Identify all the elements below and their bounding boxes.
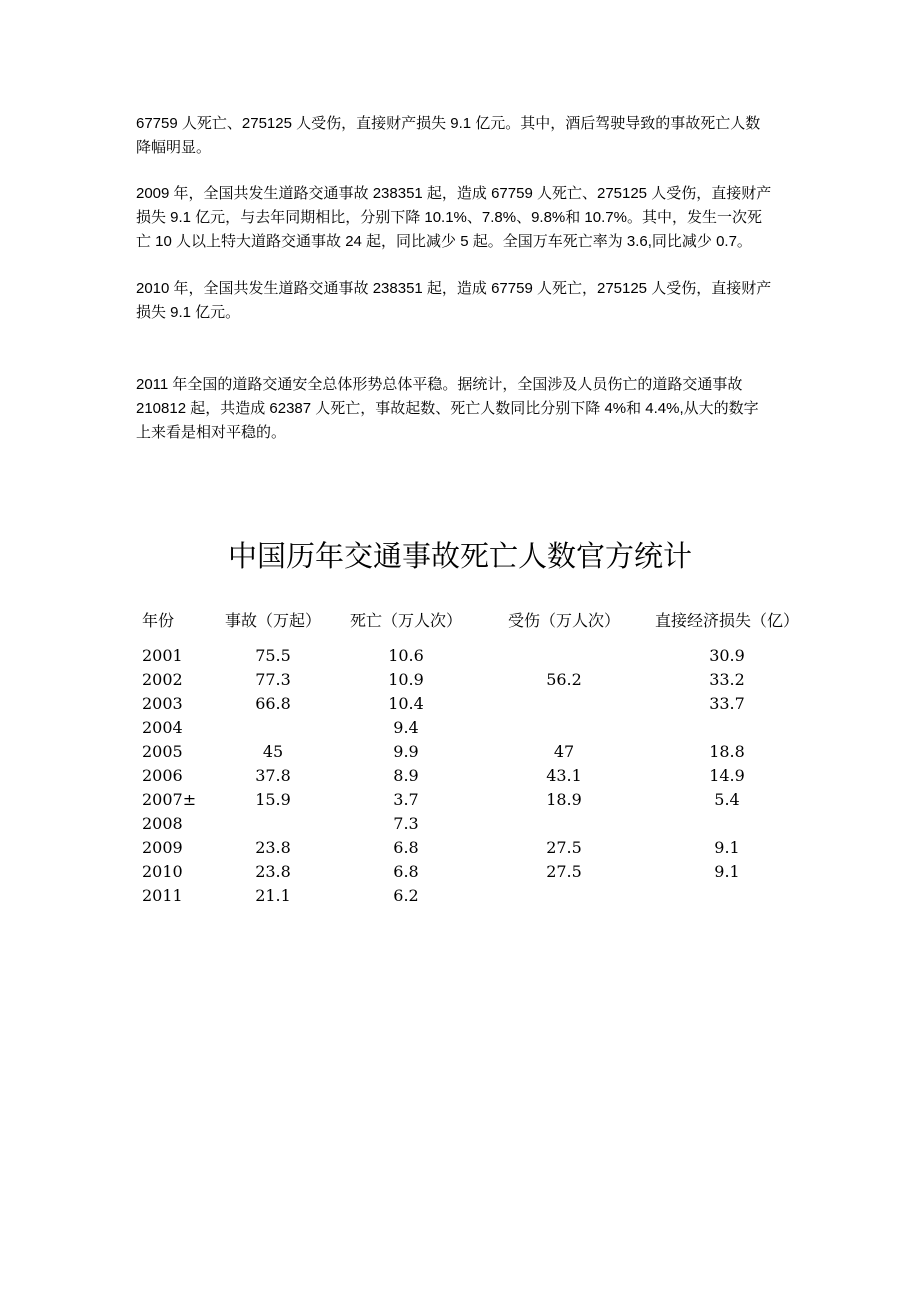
table-header-row xyxy=(136,598,802,644)
cell-injuries xyxy=(476,644,652,668)
paragraph-line: 损失 9.1 亿元。 xyxy=(136,304,241,321)
paragraph-line: 2010 年，全国共发生道路交通事故 238351 起，造成 67759 人死亡，275125 人受伤，直接财产 xyxy=(136,280,772,297)
paragraph-line: 2009 年，全国共发生道路交通事故 238351 起，造成 67759 人死亡、275125 人受伤，直接财产 xyxy=(136,185,772,202)
paragraph-line: 损失 9.1 亿元，与去年同期相比，分别下降 10.1%、7.8%、9.8%和 10.7%。其中，发生一次死 xyxy=(136,209,762,226)
cell-deaths: 9.9 xyxy=(393,742,419,761)
cell-injuries: 27.5 xyxy=(546,862,582,881)
cell-year: 2007± xyxy=(142,790,197,809)
table-row xyxy=(136,644,802,668)
cell-deaths: 10.4 xyxy=(388,694,424,713)
cell-year: 2003 xyxy=(142,694,183,713)
cell-year: 2005 xyxy=(142,742,183,761)
cell-economic-loss: 5.4 xyxy=(714,790,740,809)
cell-accidents: 37.8 xyxy=(255,766,291,785)
cell-year: 2006 xyxy=(142,766,183,785)
cell-deaths: 9.4 xyxy=(393,718,419,737)
cell-year: 2011 xyxy=(142,886,183,905)
cell-year: 2002 xyxy=(142,670,183,689)
cell-economic-loss: 9.1 xyxy=(714,862,740,881)
table-row xyxy=(136,836,802,860)
cell-deaths: 10.9 xyxy=(388,670,424,689)
cell-deaths: 6.8 xyxy=(393,862,419,881)
cell-year: 2010 xyxy=(142,862,183,881)
cell-injuries xyxy=(476,812,652,836)
paragraph-line: 降幅明显。 xyxy=(136,139,212,156)
cell-year: 2004 xyxy=(142,718,183,737)
cell-accidents: 15.9 xyxy=(255,790,291,809)
paragraph-2008-summary xyxy=(136,112,796,160)
cell-accidents: 66.8 xyxy=(255,694,291,713)
header-year: 年份 xyxy=(142,611,175,630)
table-title: 中国历年交通事故死亡人数官方统计 xyxy=(227,539,692,573)
paragraph-2011-summary xyxy=(136,373,796,445)
cell-economic-loss xyxy=(652,812,802,836)
table-row xyxy=(136,668,802,692)
paragraph-line: 上来看是相对平稳的。 xyxy=(136,424,287,441)
paragraph-2010-summary xyxy=(136,277,796,325)
cell-economic-loss xyxy=(652,884,802,908)
cell-injuries xyxy=(476,884,652,908)
cell-deaths: 10.6 xyxy=(388,646,424,665)
cell-injuries: 56.2 xyxy=(546,670,582,689)
cell-accidents: 21.1 xyxy=(255,886,291,905)
cell-deaths: 6.2 xyxy=(393,886,419,905)
cell-injuries xyxy=(476,692,652,716)
cell-injuries: 43.1 xyxy=(546,766,582,785)
paragraph-2009-summary xyxy=(136,182,796,254)
cell-economic-loss: 14.9 xyxy=(709,766,745,785)
table-row xyxy=(136,884,802,908)
paragraph-line: 210812 起，共造成 62387 人死亡，事故起数、死亡人数同比分别下降 4%和 4.4%,从大的数字 xyxy=(136,400,759,417)
table-row xyxy=(136,812,802,836)
paragraph-line: 67759 人死亡、275125 人受伤，直接财产损失 9.1 亿元。其中，酒后驾驶导致的事故死亡人数 xyxy=(136,115,761,132)
cell-accidents xyxy=(210,716,336,740)
cell-year: 2001 xyxy=(142,646,183,665)
table-row xyxy=(136,860,802,884)
cell-deaths: 8.9 xyxy=(393,766,419,785)
cell-injuries: 27.5 xyxy=(546,838,582,857)
cell-accidents: 23.8 xyxy=(255,838,291,857)
table-body xyxy=(136,644,802,908)
cell-injuries: 18.9 xyxy=(546,790,582,809)
cell-economic-loss: 9.1 xyxy=(714,838,740,857)
statistics-table xyxy=(136,598,802,908)
cell-year: 2009 xyxy=(142,838,183,857)
header-deaths: 死亡（万人次） xyxy=(349,611,462,630)
cell-accidents xyxy=(210,812,336,836)
cell-economic-loss: 30.9 xyxy=(709,646,745,665)
cell-accidents: 77.3 xyxy=(255,670,291,689)
cell-accidents: 45 xyxy=(262,742,284,761)
table-row xyxy=(136,692,802,716)
cell-economic-loss xyxy=(652,716,802,740)
header-accidents: 事故（万起） xyxy=(224,611,321,630)
header-economic-loss: 直接经济损失（亿） xyxy=(654,611,799,630)
cell-deaths: 7.3 xyxy=(393,814,419,833)
cell-injuries: 47 xyxy=(553,742,575,761)
cell-deaths: 3.7 xyxy=(393,790,419,809)
paragraph-line: 2011 年全国的道路交通安全总体形势总体平稳。据统计，全国涉及人员伤亡的道路交通事故 xyxy=(136,376,743,393)
cell-accidents: 23.8 xyxy=(255,862,291,881)
cell-accidents: 75.5 xyxy=(255,646,291,665)
cell-injuries xyxy=(476,716,652,740)
paragraph-line: 亡 10 人以上特大道路交通事故 24 起，同比减少 5 起。全国万车死亡率为 3.6,同比减少 0.7。 xyxy=(136,233,752,250)
table-row xyxy=(136,716,802,740)
table-row xyxy=(136,788,802,812)
cell-economic-loss: 33.7 xyxy=(709,694,745,713)
cell-economic-loss: 18.8 xyxy=(709,742,745,761)
cell-economic-loss: 33.2 xyxy=(709,670,745,689)
cell-year: 2008 xyxy=(142,814,183,833)
table-row xyxy=(136,740,802,764)
cell-deaths: 6.8 xyxy=(393,838,419,857)
table-row xyxy=(136,764,802,788)
header-injuries: 受伤（万人次） xyxy=(507,611,620,630)
